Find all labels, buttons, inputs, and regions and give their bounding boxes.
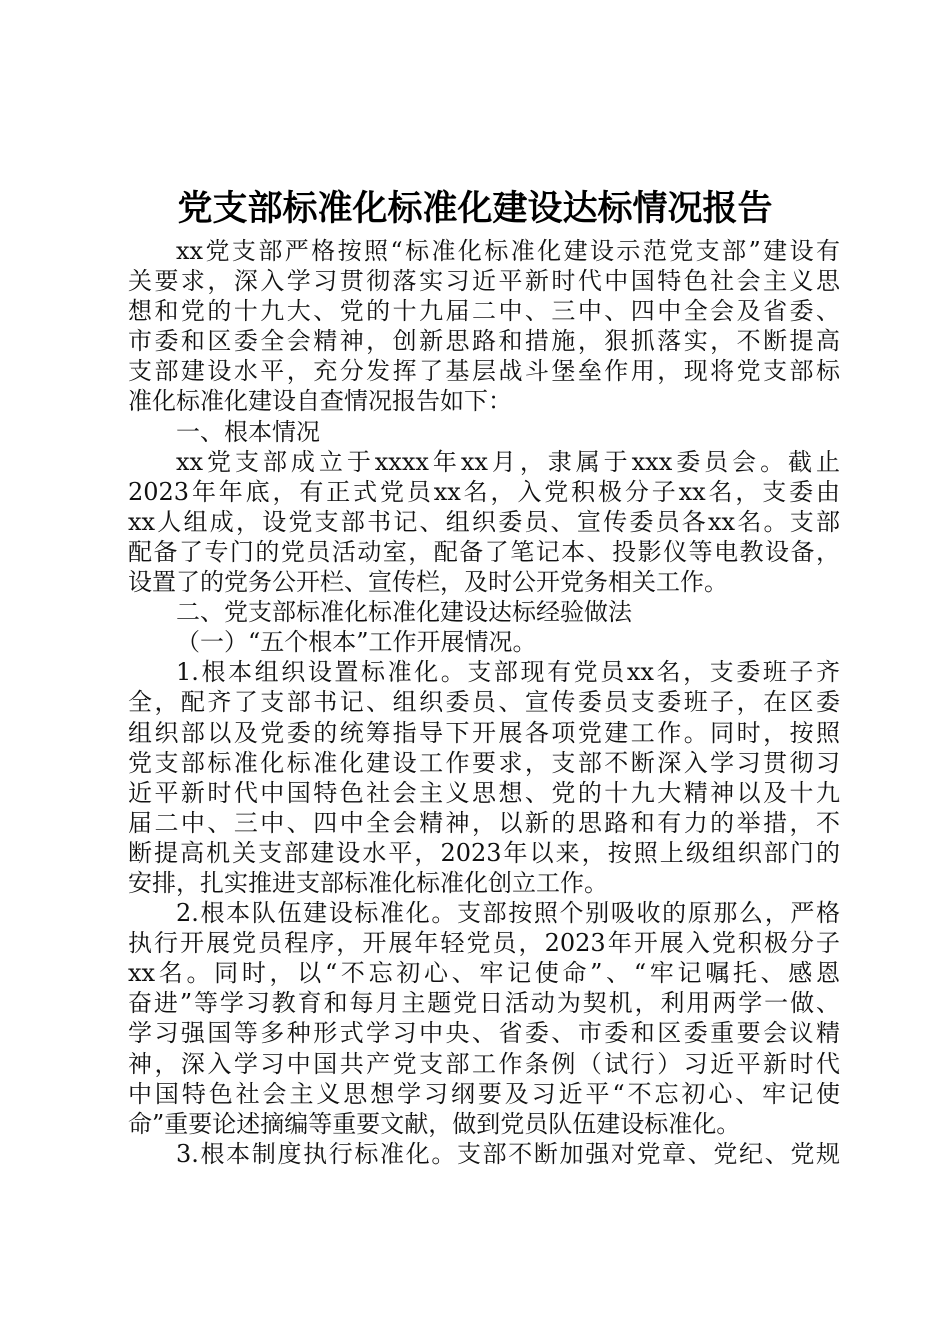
paragraph-line: 3.根本制度执行标准化。支部不断加强对党章、党纪、党规 bbox=[176, 1139, 840, 1168]
paragraph-line: 配备了专门的党员活动室，配备了笔记本、投影仪等电教设备， bbox=[128, 537, 840, 566]
document-title: 党支部标准化标准化建设达标情况报告 bbox=[177, 188, 773, 229]
paragraph-line: xx名。同时，以“不忘初心、牢记使命”、“牢记嘱托、感恩 bbox=[128, 959, 840, 988]
paragraph-line: 关要求，深入学习贯彻落实习近平新时代中国特色社会主义思 bbox=[128, 267, 840, 296]
paragraph-line: 2023年年底，有正式党员xx名，入党积极分子xx名，支委由 bbox=[128, 477, 840, 506]
paragraph-line: 神，深入学习中国共产党支部工作条例（试行）习近平新时代 bbox=[128, 1049, 840, 1078]
paragraph-line: 想和党的十九大、党的十九届二中、三中、四中全会及省委、 bbox=[128, 297, 840, 326]
paragraph-line: 支部建设水平，充分发挥了基层战斗堡垒作用，现将党支部标 bbox=[128, 357, 840, 386]
paragraph-line: 断提高机关支部建设水平，2023年以来，按照上级组织部门的 bbox=[128, 838, 840, 867]
paragraph-line: 1.根本组织设置标准化。支部现有党员xx名，支委班子齐 bbox=[176, 658, 840, 687]
paragraph-line: 组织部以及党委的统筹指导下开展各项党建工作。同时，按照 bbox=[128, 718, 840, 747]
paragraph-line: 准化标准化建设自查情况报告如下： bbox=[128, 387, 512, 416]
section-heading: 二、党支部标准化标准化建设达标经验做法 bbox=[176, 598, 632, 627]
paragraph-line: 全，配齐了支部书记、组织委员、宣传委员支委班子，在区委 bbox=[128, 688, 840, 717]
paragraph-line: 设置了的党务公开栏、宣传栏，及时公开党务相关工作。 bbox=[128, 568, 728, 597]
paragraph-line: 学习强国等多种形式学习中央、省委、市委和区委重要会议精 bbox=[128, 1019, 840, 1048]
document-body bbox=[128, 236, 840, 1169]
paragraph-line: 近平新时代中国特色社会主义思想、党的十九大精神以及十九 bbox=[128, 778, 840, 807]
paragraph-line: 命”重要论述摘编等重要文献，做到党员队伍建设标准化。 bbox=[128, 1109, 741, 1138]
paragraph-line: 执行开展党员程序，开展年轻党员，2023年开展入党积极分子 bbox=[128, 929, 840, 958]
paragraph-line: xx人组成，设党支部书记、组织委员、宣传委员各xx名。支部 bbox=[128, 507, 840, 536]
paragraph-line: 党支部标准化标准化建设工作要求，支部不断深入学习贯彻习 bbox=[128, 748, 840, 777]
paragraph-line: 奋进”等学习教育和每月主题党日活动为契机，利用两学一做、 bbox=[128, 989, 840, 1018]
paragraph-line: 中国特色社会主义思想学习纲要及习近平“不忘初心、牢记使 bbox=[128, 1079, 840, 1108]
paragraph-line: 市委和区委全会精神，创新思路和措施，狠抓落实，不断提高 bbox=[128, 327, 840, 356]
paragraph-line: 届二中、三中、四中全会精神，以新的思路和有力的举措，不 bbox=[128, 808, 840, 837]
paragraph-line: xx党支部严格按照“标准化标准化建设示范党支部”建设有 bbox=[176, 237, 840, 265]
subsection-heading: （一）“五个根本”工作开展情况。 bbox=[176, 628, 537, 657]
paragraph-line: xx党支部成立于xxxx年xx月，隶属于xxx委员会。截止 bbox=[176, 447, 840, 476]
paragraph-line: 安排，扎实推进支部标准化标准化创立工作。 bbox=[128, 868, 608, 897]
paragraph-line: 2.根本队伍建设标准化。支部按照个别吸收的原那么，严格 bbox=[176, 899, 840, 928]
section-heading: 一、根本情况 bbox=[176, 417, 320, 446]
